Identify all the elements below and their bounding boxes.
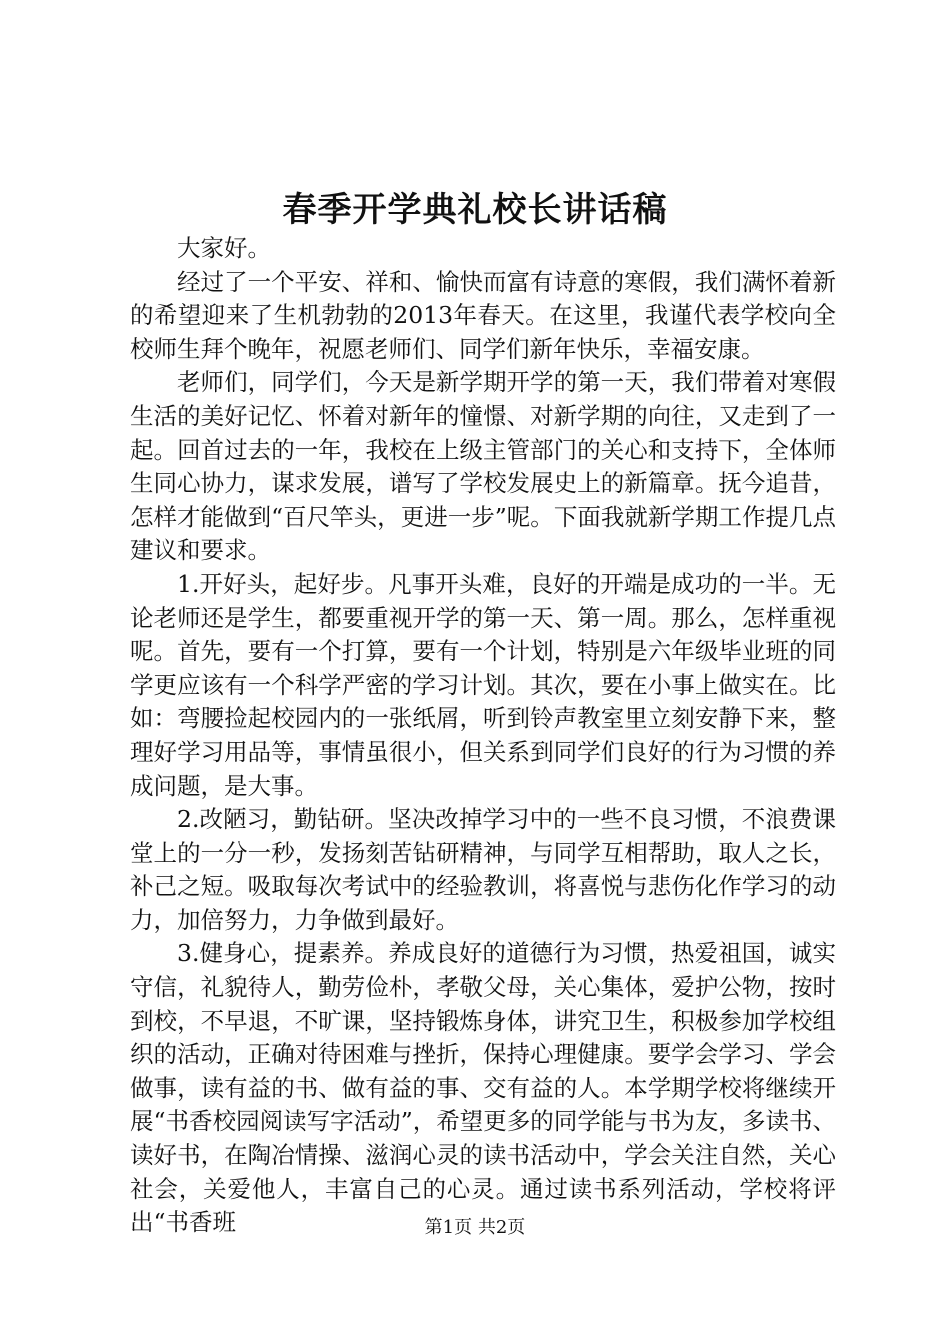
paragraph-point-2: 2.改陋习，勤钻研。坚决改掉学习中的一些不良习惯，不浪费课堂上的一分一秒，发扬刻苦钻研精神，与同学互相帮助，取人之长，补己之短。吸取每次考试中的经验教训，将喜悦与悲伤化作学习的动力，加倍努力，力争做到最好。	[130, 805, 836, 934]
paragraph-point-3: 3.健身心，提素养。养成良好的道德行为习惯，热爱祖国，诚实守信，礼貌待人，勤劳俭朴，孝敬父母，关心集体，爱护公物，按时到校，不早退，不旷课，坚持锻炼身体，讲究卫生，积极参加学校组织的活动，正确对待困难与挫折，保持心理健康。要学会学习、学会做事，读有益的书、做有益的事、交有益的人。本学期学校将继续开展“书香校园阅读写字活动”，希望更多的同学能与书为友，多读书、读好书，在陶冶情操、滋润心灵的读书活动中，学会关注自然，关心社会，关爱他人，丰富自己的心灵。通过读书系列活动，学校将评出“书香班	[130, 939, 836, 1237]
paragraph-point-1: 1.开好头，起好步。凡事开头难，良好的开端是成功的一半。无论老师还是学生，都要重视开学的第一天、第一周。那么，怎样重视呢。首先，要有一个打算，要有一个计划，特别是六年级毕业班的同学更应该有一个科学严密的学习计划。其次，要在小事上做实在。比如：弯腰捡起校园内的一张纸屑，听到铃声教室里立刻安静下来，整理好学习用品等，事情虽很小，但关系到同学们良好的行为习惯的养成问题，是大事。	[130, 569, 836, 800]
document-body	[130, 232, 836, 1240]
paragraph-greeting: 大家好。	[177, 234, 271, 262]
document-title: 春季开学典礼校长讲话稿	[282, 190, 668, 230]
paragraph-new-year: 经过了一个平安、祥和、愉快而富有诗意的寒假，我们满怀着新的希望迎来了生机勃勃的2013年春天。在这里，我谨代表学校向全校师生拜个晚年，祝愿老师们、同学们新年快乐，幸福安康。	[130, 267, 836, 363]
page-number-footer: 第1页 共2页	[424, 1217, 526, 1238]
paragraph-new-semester: 老师们，同学们，今天是新学期开学的第一天，我们带着对寒假生活的美好记忆、怀着对新年的憧憬、对新学期的向往，又走到了一起。回首过去的一年，我校在上级主管部门的关心和支持下，全体师生同心协力，谋求发展，谱写了学校发展史上的新篇章。抚今追昔，怎样才能做到“百尺竿头，更进一步”呢。下面我就新学期工作提几点建议和要求。	[130, 368, 836, 565]
